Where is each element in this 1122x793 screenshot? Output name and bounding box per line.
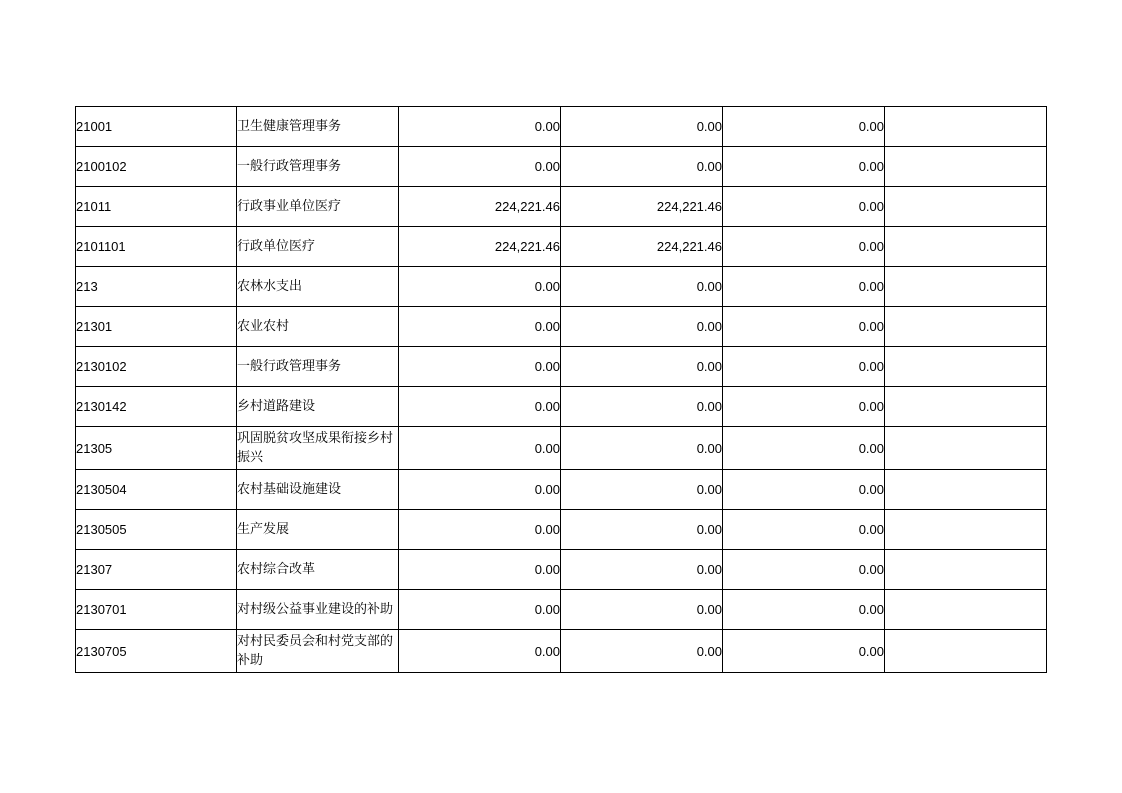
subject-code-cell: 2101101 bbox=[76, 227, 237, 267]
amount-cell-1: 0.00 bbox=[399, 427, 561, 470]
amount-cell-2: 0.00 bbox=[561, 590, 723, 630]
subject-name-cell: 一般行政管理事务 bbox=[237, 147, 399, 187]
amount-cell-3: 0.00 bbox=[723, 550, 885, 590]
table-row bbox=[76, 267, 1047, 307]
subject-name-cell: 生产发展 bbox=[237, 510, 399, 550]
subject-name-cell: 乡村道路建设 bbox=[237, 387, 399, 427]
amount-cell-3: 0.00 bbox=[723, 510, 885, 550]
subject-name-cell: 农业农村 bbox=[237, 307, 399, 347]
subject-code-cell: 2130505 bbox=[76, 510, 237, 550]
table-row bbox=[76, 347, 1047, 387]
subject-name-cell: 巩固脱贫攻坚成果衔接乡村振兴 bbox=[237, 427, 399, 470]
subject-code-cell: 21301 bbox=[76, 307, 237, 347]
amount-cell-1: 0.00 bbox=[399, 510, 561, 550]
amount-cell-3: 0.00 bbox=[723, 307, 885, 347]
subject-code-cell: 2100102 bbox=[76, 147, 237, 187]
amount-cell-1: 0.00 bbox=[399, 147, 561, 187]
table-row bbox=[76, 590, 1047, 630]
subject-name-cell: 行政单位医疗 bbox=[237, 227, 399, 267]
amount-cell-2: 0.00 bbox=[561, 347, 723, 387]
subject-name-cell: 对村民委员会和村党支部的补助 bbox=[237, 630, 399, 673]
subject-code-cell: 2130142 bbox=[76, 387, 237, 427]
table-row bbox=[76, 510, 1047, 550]
amount-cell-2: 0.00 bbox=[561, 107, 723, 147]
extra-cell bbox=[885, 347, 1047, 387]
amount-cell-2: 0.00 bbox=[561, 307, 723, 347]
subject-name-cell: 一般行政管理事务 bbox=[237, 347, 399, 387]
amount-cell-1: 0.00 bbox=[399, 470, 561, 510]
amount-cell-3: 0.00 bbox=[723, 187, 885, 227]
amount-cell-3: 0.00 bbox=[723, 227, 885, 267]
subject-name-cell: 农林水支出 bbox=[237, 267, 399, 307]
extra-cell bbox=[885, 227, 1047, 267]
table-row bbox=[76, 427, 1047, 470]
subject-code-cell: 21011 bbox=[76, 187, 237, 227]
amount-cell-2: 0.00 bbox=[561, 267, 723, 307]
amount-cell-1: 0.00 bbox=[399, 550, 561, 590]
amount-cell-3: 0.00 bbox=[723, 470, 885, 510]
subject-code-cell: 213 bbox=[76, 267, 237, 307]
table-row bbox=[76, 470, 1047, 510]
amount-cell-1: 0.00 bbox=[399, 307, 561, 347]
budget-table bbox=[75, 106, 1047, 673]
subject-code-cell: 2130705 bbox=[76, 630, 237, 673]
extra-cell bbox=[885, 427, 1047, 470]
extra-cell bbox=[885, 630, 1047, 673]
amount-cell-1: 0.00 bbox=[399, 107, 561, 147]
table-row bbox=[76, 147, 1047, 187]
extra-cell bbox=[885, 187, 1047, 227]
subject-name-cell: 农村综合改革 bbox=[237, 550, 399, 590]
extra-cell bbox=[885, 470, 1047, 510]
amount-cell-2: 0.00 bbox=[561, 427, 723, 470]
amount-cell-1: 0.00 bbox=[399, 267, 561, 307]
subject-code-cell: 2130701 bbox=[76, 590, 237, 630]
subject-name-cell: 行政事业单位医疗 bbox=[237, 187, 399, 227]
amount-cell-3: 0.00 bbox=[723, 107, 885, 147]
amount-cell-2: 0.00 bbox=[561, 147, 723, 187]
subject-code-cell: 21307 bbox=[76, 550, 237, 590]
amount-cell-2: 224,221.46 bbox=[561, 227, 723, 267]
amount-cell-1: 224,221.46 bbox=[399, 187, 561, 227]
amount-cell-3: 0.00 bbox=[723, 347, 885, 387]
extra-cell bbox=[885, 267, 1047, 307]
subject-code-cell: 2130504 bbox=[76, 470, 237, 510]
amount-cell-3: 0.00 bbox=[723, 267, 885, 307]
table-row bbox=[76, 550, 1047, 590]
amount-cell-3: 0.00 bbox=[723, 147, 885, 187]
amount-cell-3: 0.00 bbox=[723, 387, 885, 427]
amount-cell-2: 0.00 bbox=[561, 550, 723, 590]
table-row bbox=[76, 187, 1047, 227]
amount-cell-1: 0.00 bbox=[399, 630, 561, 673]
subject-name-cell: 农村基础设施建设 bbox=[237, 470, 399, 510]
amount-cell-1: 0.00 bbox=[399, 590, 561, 630]
extra-cell bbox=[885, 510, 1047, 550]
extra-cell bbox=[885, 590, 1047, 630]
subject-code-cell: 21001 bbox=[76, 107, 237, 147]
extra-cell bbox=[885, 107, 1047, 147]
subject-name-cell: 对村级公益事业建设的补助 bbox=[237, 590, 399, 630]
amount-cell-1: 0.00 bbox=[399, 387, 561, 427]
amount-cell-3: 0.00 bbox=[723, 590, 885, 630]
table-row bbox=[76, 387, 1047, 427]
amount-cell-2: 0.00 bbox=[561, 510, 723, 550]
amount-cell-3: 0.00 bbox=[723, 630, 885, 673]
amount-cell-2: 224,221.46 bbox=[561, 187, 723, 227]
subject-name-cell: 卫生健康管理事务 bbox=[237, 107, 399, 147]
subject-code-cell: 21305 bbox=[76, 427, 237, 470]
table-row bbox=[76, 107, 1047, 147]
subject-code-cell: 2130102 bbox=[76, 347, 237, 387]
amount-cell-2: 0.00 bbox=[561, 630, 723, 673]
amount-cell-3: 0.00 bbox=[723, 427, 885, 470]
extra-cell bbox=[885, 550, 1047, 590]
extra-cell bbox=[885, 307, 1047, 347]
extra-cell bbox=[885, 387, 1047, 427]
table-row bbox=[76, 630, 1047, 673]
amount-cell-2: 0.00 bbox=[561, 470, 723, 510]
table-row bbox=[76, 227, 1047, 267]
amount-cell-2: 0.00 bbox=[561, 387, 723, 427]
table-row bbox=[76, 307, 1047, 347]
amount-cell-1: 224,221.46 bbox=[399, 227, 561, 267]
amount-cell-1: 0.00 bbox=[399, 347, 561, 387]
extra-cell bbox=[885, 147, 1047, 187]
